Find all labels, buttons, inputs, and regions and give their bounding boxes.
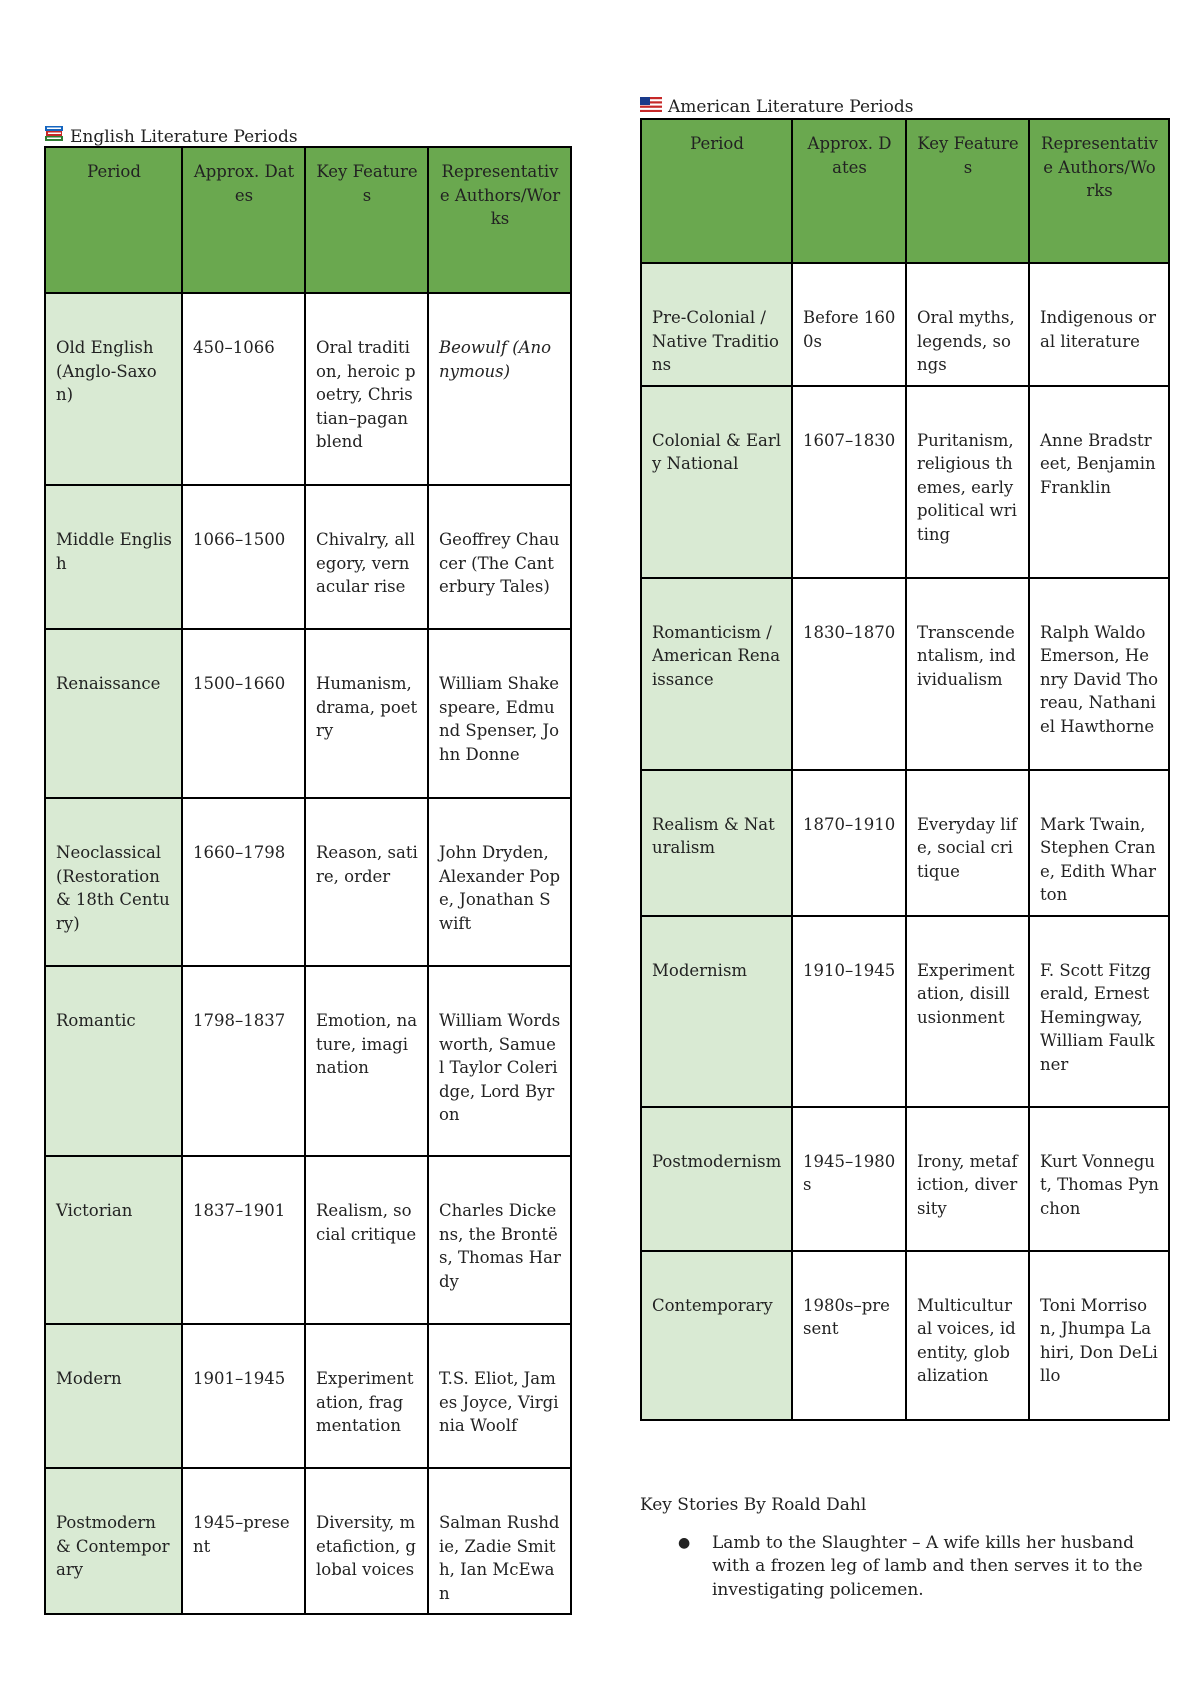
period-cell: Neoclassical (Restoration & 18th Century) [45,798,182,966]
authors-cell: William Shakespeare, Edmund Spenser, John Donne [428,629,571,798]
authors-cell: F. Scott Fitzgerald, Ernest Hemingway, William Faulkner [1029,916,1169,1107]
story-list [640,1532,1160,1603]
period-cell: Romantic [45,966,182,1156]
features-cell: Chivalry, allegory, vernacular rise [305,485,428,629]
period-cell: Modernism [641,916,792,1107]
period-cell: Postmodern & Contemporary [45,1468,182,1614]
dates-cell: 1945–present [182,1468,305,1614]
authors-cell: Mark Twain, Stephen Crane, Edith Wharton [1029,770,1169,916]
period-cell: Colonial & Early National [641,386,792,578]
period-cell: Romanticism / American Renaissance [641,578,792,770]
dates-cell: 1901–1945 [182,1324,305,1468]
american-periods-table [640,118,1170,1421]
table-row [45,629,571,798]
table-row [641,1107,1169,1251]
period-cell: Renaissance [45,629,182,798]
features-cell: Multicultural voices, identity, globalization [906,1251,1029,1420]
dates-cell: 1945–1980s [792,1107,906,1251]
authors-cell: John Dryden, Alexander Pope, Jonathan Swift [428,798,571,966]
dates-cell: 1830–1870 [792,578,906,770]
table-row [45,966,571,1156]
dates-cell: 1066–1500 [182,485,305,629]
authors-cell: Charles Dickens, the Brontës, Thomas Hardy [428,1156,571,1324]
dates-cell: 1660–1798 [182,798,305,966]
table-row [45,1324,571,1468]
authors-cell: Salman Rushdie, Zadie Smith, Ian McEwan [428,1468,571,1614]
table-row [641,386,1169,578]
list-item [678,1532,1160,1603]
column-header-period: Period [641,119,792,263]
american-table-title: American Literature Periods [668,97,914,117]
authors-cell: Anne Bradstreet, Benjamin Franklin [1029,386,1169,578]
column-header-authors: Representative Authors/Works [428,147,571,293]
authors-cell: Geoffrey Chaucer (The Canterbury Tales) [428,485,571,629]
features-cell: Oral tradition, heroic poetry, Christian–pagan blend [305,293,428,485]
table-row [45,293,571,485]
dates-cell: 450–1066 [182,293,305,485]
dates-cell: 1910–1945 [792,916,906,1107]
column-header-dates: Approx. Dates [182,147,305,293]
table-row [641,916,1169,1107]
column-header-features: Key Features [906,119,1029,263]
features-cell: Humanism, drama, poetry [305,629,428,798]
features-cell: Realism, social critique [305,1156,428,1324]
features-cell: Diversity, metafiction, global voices [305,1468,428,1614]
table-row [45,485,571,629]
period-cell: Modern [45,1324,182,1468]
table-row [45,1156,571,1324]
features-cell: Experimentation, disillusionment [906,916,1029,1107]
english-periods-table [44,146,572,1615]
features-cell: Reason, satire, order [305,798,428,966]
period-cell: Old English (Anglo-Saxon) [45,293,182,485]
authors-cell: Beowulf (Anonymous) [428,293,571,485]
authors-cell: Kurt Vonnegut, Thomas Pynchon [1029,1107,1169,1251]
column-header-period: Period [45,147,182,293]
dates-cell: 1500–1660 [182,629,305,798]
authors-cell: T.S. Eliot, James Joyce, Virginia Woolf [428,1324,571,1468]
table-header-row [641,119,1169,263]
column-header-dates: Approx. Dates [792,119,906,263]
table-row [641,263,1169,386]
features-cell: Puritanism, religious themes, early political writing [906,386,1029,578]
period-cell: Contemporary [641,1251,792,1420]
authors-cell: Toni Morrison, Jhumpa Lahiri, Don DeLillo [1029,1251,1169,1420]
table-row [641,578,1169,770]
features-cell: Oral myths, legends, songs [906,263,1029,386]
english-table-caption [44,124,298,147]
dates-cell: 1798–1837 [182,966,305,1156]
features-cell: Irony, metafiction, diversity [906,1107,1029,1251]
period-cell: Postmodernism [641,1107,792,1251]
dates-cell: 1980s–present [792,1251,906,1420]
features-cell: Everyday life, social critique [906,770,1029,916]
story-summary: Lamb to the Slaughter – A wife kills her husband with a frozen leg of lamb and then serves it to the investigating policemen. [712,1532,1143,1600]
period-cell: Middle English [45,485,182,629]
column-header-authors: Representative Authors/Works [1029,119,1169,263]
dates-cell: 1607–1830 [792,386,906,578]
authors-cell: Indigenous oral literature [1029,263,1169,386]
authors-cell: Ralph Waldo Emerson, Henry David Thoreau, Nathaniel Hawthorne [1029,578,1169,770]
period-cell: Pre-Colonial / Native Traditions [641,263,792,386]
table-row [45,798,571,966]
books-icon [44,124,64,147]
period-cell: Victorian [45,1156,182,1324]
column-header-features: Key Features [305,147,428,293]
dates-cell: 1837–1901 [182,1156,305,1324]
notes-heading: Key Stories By Roald Dahl [640,1495,867,1515]
table-row [641,1251,1169,1420]
dates-cell: 1870–1910 [792,770,906,916]
table-row [641,770,1169,916]
features-cell: Experimentation, fragmentation [305,1324,428,1468]
authors-cell: William Wordsworth, Samuel Taylor Coleridge, Lord Byron [428,966,571,1156]
us-flag-icon [640,97,662,117]
english-table-title: English Literature Periods [70,127,298,147]
features-cell: Emotion, nature, imagination [305,966,428,1156]
roald-dahl-notes [640,1494,1160,1602]
period-cell: Realism & Naturalism [641,770,792,916]
table-header-row [45,147,571,293]
american-table-caption [640,97,913,117]
bullet-icon: ● [678,1534,691,1551]
features-cell: Transcendentalism, individualism [906,578,1029,770]
dates-cell: Before 1600s [792,263,906,386]
table-row [45,1468,571,1614]
